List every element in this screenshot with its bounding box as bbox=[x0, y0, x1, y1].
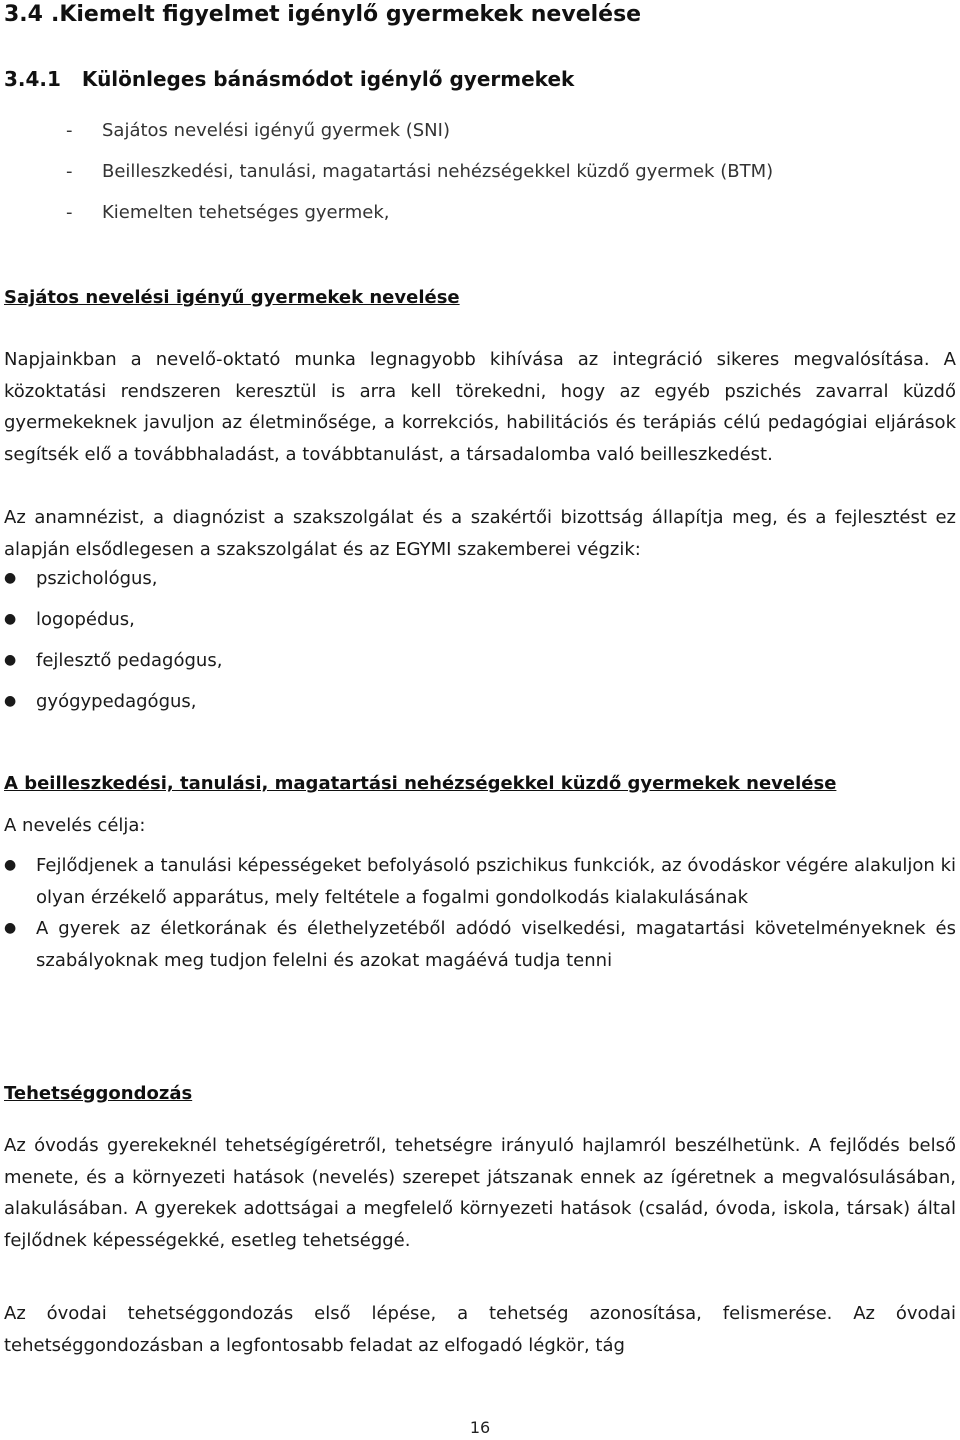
list-item: - Kiemelten tehetséges gyermek, bbox=[66, 202, 390, 223]
talent-paragraph-1: Az óvodás gyerekeknél tehetségígéretről, tehetségre irányuló hajlamról beszélhetünk. A fejlődés belső menete, és a környezeti hatások (nevelés) szerepet játszanak ennek az ígéretnek a megvalósulásában, alakulásában. A gyerekek adottságai a megfelelő környezeti hatások (család, óvoda, iskola, társak) által fejlődnek képességekké, esetleg tehetséggé. bbox=[4, 1135, 956, 1251]
list-item: ● logopédus, bbox=[4, 604, 956, 645]
sni-paragraph-2: Az anamnézist, a diagnózist a szakszolgálat és a szakértői bizottság állapítja meg, és a fejlesztést ez alapján elsődlegesen a szakszolgálat és az EGYMI szakemberei végzik: bbox=[4, 507, 956, 560]
bullet-icon: ● bbox=[4, 652, 17, 668]
bullet-icon: ● bbox=[4, 693, 17, 709]
subsection-number: 3.4.1 bbox=[4, 67, 61, 91]
list-item: - Beilleszkedési, tanulási, magatartási nehézségekkel küzdő gyermek (BTM) bbox=[66, 161, 774, 182]
sni-paragraph-1: Napjainkban a nevelő-oktató munka legnagyobb kihívása az integráció sikeres megvalósítása. A közoktatási rendszeren keresztül is arra kell törekedni, hogy az egyéb pszichés zavarral küzdő gyermekeknek javuljon az életminősége, a korrekciós, habilitációs és terápiás célú pedagógiai eljárások segítsék elő a továbbhaladást, a továbbtanulást, a társadalomba való beilleszkedést. bbox=[4, 349, 956, 465]
child-category-list bbox=[66, 120, 946, 243]
bullet-icon: ● bbox=[4, 857, 17, 873]
list-item: ● Fejlődjenek a tanulási képességeket befolyásoló pszichikus funkciók, az óvodáskor végére alakuljon ki olyan érzékelő apparátus, mely feltétele a fogalmi gondolkodás kialakulásának bbox=[4, 850, 956, 913]
list-item: ● pszichológus, bbox=[4, 563, 956, 604]
subsection-heading-3-4-1 bbox=[4, 64, 956, 94]
bullet-icon: ● bbox=[4, 920, 17, 936]
section-title: .Kiemelt figyelmet igénylő gyermekek nevelése bbox=[50, 2, 642, 27]
list-item: ● A gyerek az életkorának és élethelyzetéből adódó viselkedési, magatartási követelményeknek és szabályoknak meg tudjon felelni és azokat magáévá tudja tenni bbox=[4, 913, 956, 976]
btm-heading: A beilleszkedési, tanulási, magatartási nehézségekkel küzdő gyermekek nevelése bbox=[4, 773, 837, 794]
list-item: ● gyógypedagógus, bbox=[4, 686, 956, 727]
specialist-list bbox=[4, 563, 956, 727]
list-item: ● fejlesztő pedagógus, bbox=[4, 645, 956, 686]
goal-list bbox=[4, 850, 956, 976]
section-number: 3.4 bbox=[4, 2, 43, 27]
section-heading-3-4 bbox=[4, 0, 956, 30]
talent-heading: Tehetséggondozás bbox=[4, 1083, 193, 1104]
page-number: 16 bbox=[469, 1418, 491, 1437]
bullet-icon: ● bbox=[4, 570, 17, 586]
list-item: - Sajátos nevelési igényű gyermek (SNI) bbox=[66, 120, 450, 141]
talent-paragraph-2: Az óvodai tehetséggondozás első lépése, a tehetség azonosítása, felismerése. Az óvodai tehetséggondozásban a legfontosabb feladat az elfogadó légkör, tág bbox=[4, 1303, 956, 1356]
sni-heading: Sajátos nevelési igényű gyermekek nevelése bbox=[4, 287, 460, 308]
subsection-title: Különleges bánásmódot igénylő gyermekek bbox=[81, 67, 575, 91]
bullet-icon: ● bbox=[4, 611, 17, 627]
goal-label: A nevelés célja: bbox=[4, 815, 146, 836]
